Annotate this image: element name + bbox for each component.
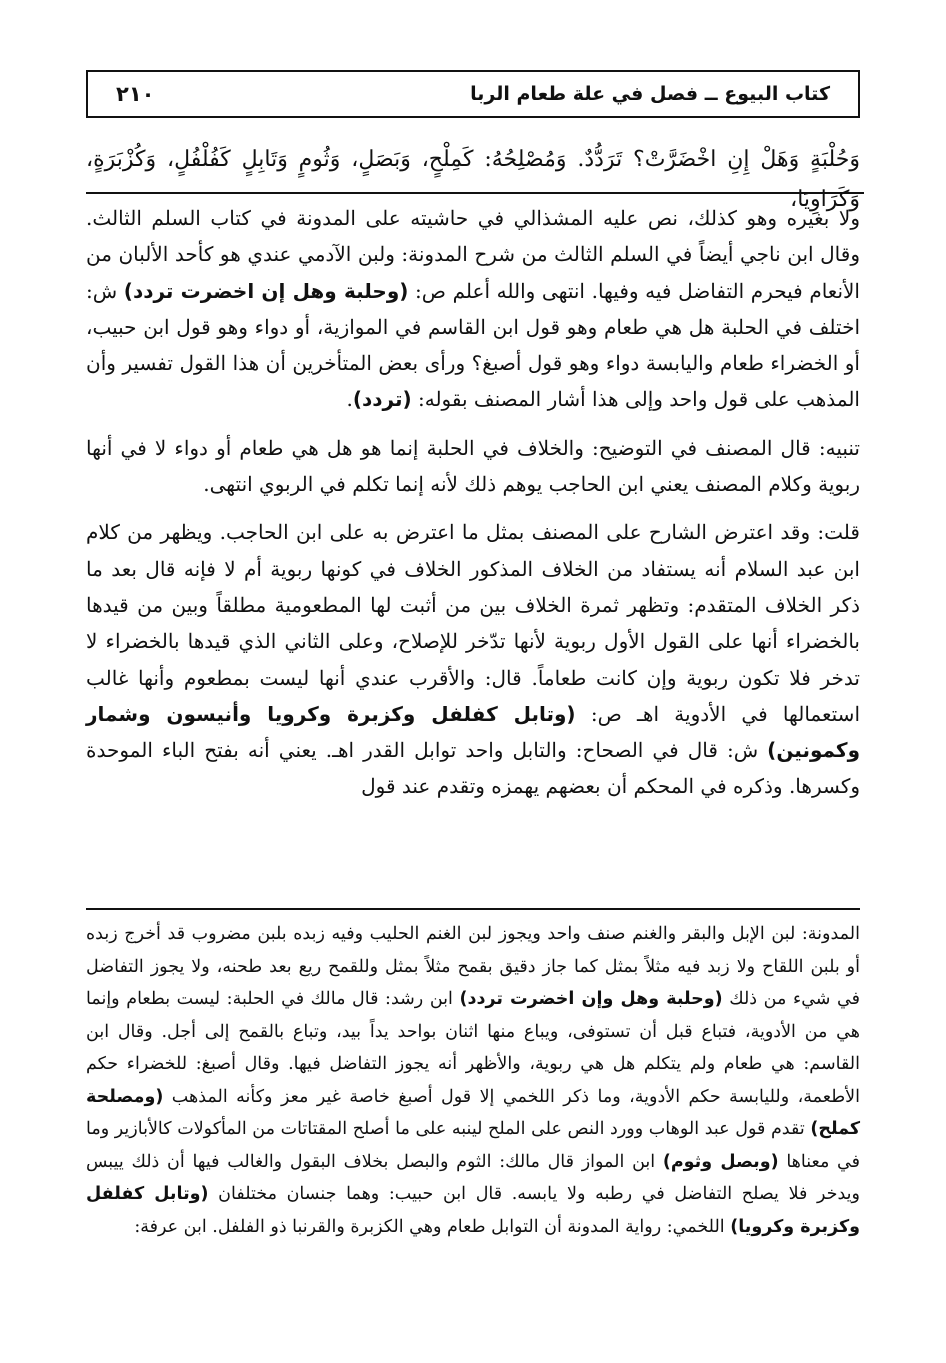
quoted-matn: (وتابل كفلفل وكزبرة وكرويا) xyxy=(86,1184,860,1237)
footnote-text xyxy=(86,918,860,1243)
quoted-matn: (وبصل وثوم) xyxy=(662,1151,779,1172)
commentary-paragraph: تنبيه: قال المصنف في التوضيح: والخلاف في الحلبة إنما هو هل هي طعام أو دواء لا في أنها ربوية وكلام المصنف يعني ابن الحاجب يوهم ذلك لأنه إنما تكلم في الربوي انتهى. xyxy=(86,435,860,497)
commentary-paragraph: قلت: وقد اعترض الشارح على المصنف بمثل ما اعترض به على ابن الحاجب. ويظهر من كلام ابن عبد السلام أنه يستفاد من الخلاف المذكور الخلاف في كونها ربوية أم لا فإنه قال بعد ما ذكر الخلاف المتقدم: وتظهر ثمرة الخلاف بين من أثبت لها المطعومية مطلقاً وبين من قيدها بالخضراء أنها على القول الأول ربوية لأنها تدّخر للإصلاح، وعلى الثاني الذي قيدها بالخضراء لا تدخر فلا تكون ربوية وإن كانت طعاماً. قال: والأقرب عندي أنها ليست بمطعوم وأنها غالب استعمالها في الأدوية اهـ ص: (وتابل كفلفل وكزبرة وكرويا وأنيسون وشمار وكمونين) ش: قال في الصحاح: والتابل واحد توابل القدر اهـ. يعني أنه بفتح الباء الموحدة وكسرها. وذكره في المحكم أن بعضهم يهمزه وتقدم عند قول xyxy=(86,520,860,799)
quoted-matn: (تردد) xyxy=(352,387,412,412)
quoted-matn: (وحلبة وهل إن اخضرت تردد) xyxy=(123,278,409,303)
footnote-paragraph: المدونة: لبن الإبل والبقر والغنم صنف واحد ويجوز لبن الغنم الحليب وفيه زبده بلبن مضروب قد أخرج زبده أو بلبن اللقاح ولا زبد فيه مثلاً بمثل كما جاز دقيق بقمح مثلاً بمثل وللقمح ريع بعد طحنه، ولا يجوز التفاضل في شيء من ذلك (وحلبة وهل وإن اخضرت تردد) ابن رشد: قال مالك في الحلبة: ليست بطعام وإنما هي من الأدوية، فتباع قبل أن تستوفى، ويباع منها اثنان بواحد يداً بيد، وتباع بالقمح إلى أجل. وقال ابن القاسم: هي طعام ولم يتكلم هل هي ربوية، والأظهر أنه يجوز التفاضل فيها. وقال أصبغ: للخضراء حكم الأطعمة، ولليابسة حكم الأدوية، وما ذكر اللخمي إلا قول أصبغ خاصة غير معز وكأنه المذهب (ومصلحة كملح) تقدم قول عبد الوهاب وورد النص على الملح لينبه على ما أصلح المقتاتات من المأكولات كالأبازير وما في معناها (وبصل وثوم) ابن المواز قال مالك: الثوم والبصل بخلاف البقول والغالب فيها أن ذلك ييبس ويدخر فلا يصلح التفاضل في رطبه ولا يابسه. قال ابن حبيب: وهما جنسان مختلفان (وتابل كفلفل وكزبرة وكرويا) اللخمي: رواية المدونة أن التوابل طعام وهي الكزبرة والقرنبا ذو الفلفل. ابن عرفة: xyxy=(86,924,861,1237)
page-header xyxy=(86,70,860,118)
book-page xyxy=(86,70,864,1340)
quoted-matn: (وحلبة وهل وإن اخضرت تردد) xyxy=(459,989,723,1009)
quoted-matn: (ومصلحة كملح) xyxy=(86,1086,860,1139)
quoted-matn: (وتابل كفلفل وكزبرة وكرويا وأنيسون وشمار وكمونين) xyxy=(86,701,860,763)
commentary-body xyxy=(86,200,860,817)
commentary-paragraph: ولا بغيره وهو كذلك، نص عليه المشذالي في حاشيته على المدونة في كتاب السلم الثالث. وقال ابن ناجي أيضاً في السلم الثالث من شرح المدونة: ولبن الآدمي عندي هو كأحد الألبان من الأنعام فيحرم التفاضل فيه وفيها. انتهى والله أعلم ص: (وحلبة وهل إن اخضرت تردد) ش: اختلف في الحلبة هل هي طعام وهو قول ابن القاسم في الموازية، أو دواء وهو قول ابن حبيب، أو الخضراء طعام واليابسة دواء وهو قول أصبغ؟ ورأى بعض المتأخرين أن هذا القول تفسير وأن المذهب على قول واحد وإلى هذا أشار المصنف بقوله: (تردد). xyxy=(86,206,860,412)
matn-text: وَحُلْبَةٍ وَهَلْ إِنِ اخْضَرَّتْ؟ تَرَدُّدٌ. وَمُصْلِحُهُ: كَمِلْحٍ، وَبَصَلٍ، وَثُومٍ وَتَابِلٍ كَفُلْفُلٍ، وَكُزْبَرَةٍ، وَكَرَاوِيَا، xyxy=(86,147,860,212)
footnote-divider xyxy=(86,908,860,910)
matn-divider xyxy=(86,192,864,194)
page-number: ٢١٠ xyxy=(116,82,155,106)
running-title: كتاب البيوع ــ فصل في علة طعام الربا xyxy=(470,83,830,105)
